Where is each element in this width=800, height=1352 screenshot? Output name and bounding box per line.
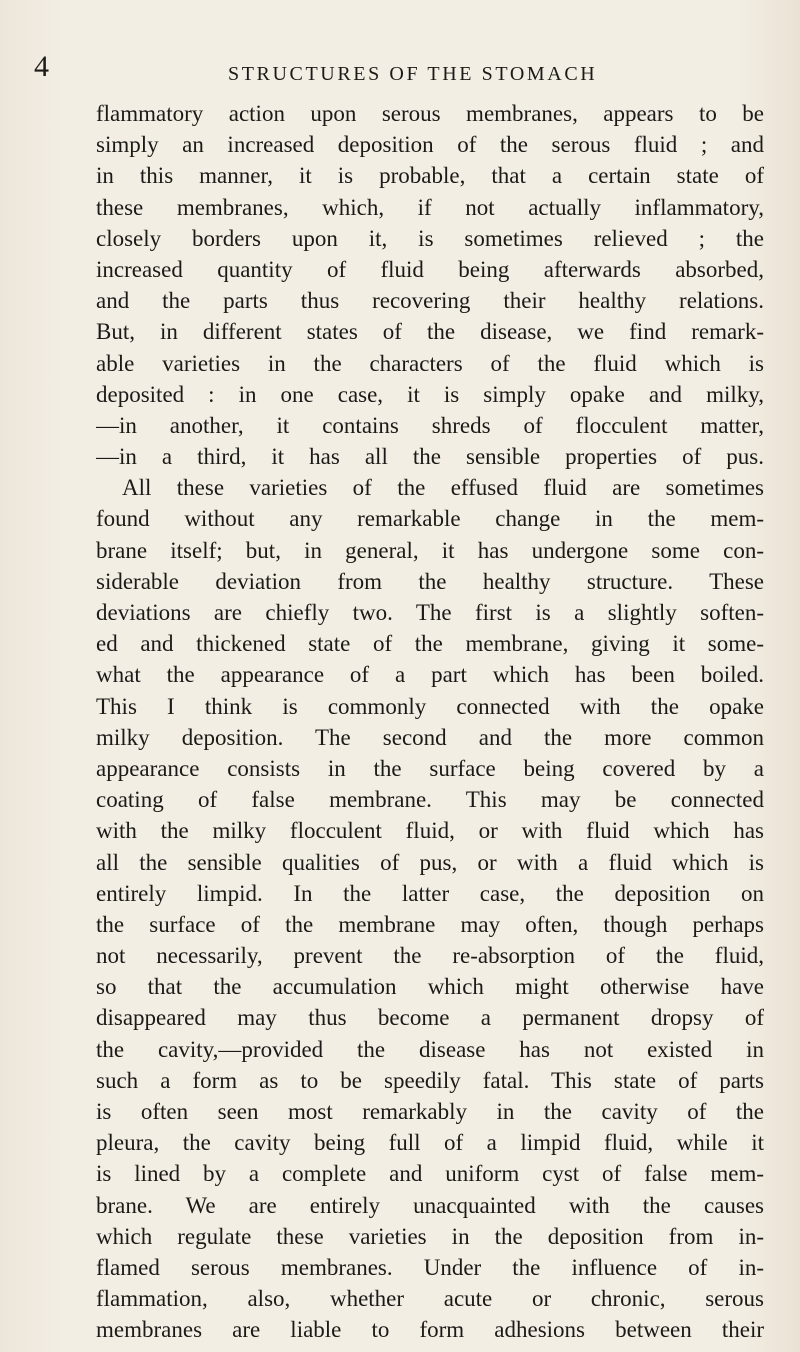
text-line: is often seen most remarkably in the cavity of the	[96, 1099, 764, 1124]
text-line: appearance consists in the surface being covered by a	[96, 755, 764, 781]
text-line: ed and thickened state of the membrane, giving it some-	[96, 631, 764, 657]
text-line: able varieties in the characters of the fluid which is	[96, 350, 764, 376]
text-line: what the appearance of a part which has been boiled.	[96, 662, 764, 688]
text-line: closely borders upon it, is sometimes relieved ; the	[96, 225, 764, 251]
text-line: simply an increased deposition of the serous fluid ; and	[96, 132, 764, 158]
text-line: But, in different states of the disease, we find remark-	[96, 319, 764, 345]
text-line: these membranes, which, if not actually inflammatory,	[96, 194, 764, 220]
text-line: found without any remarkable change in the mem-	[96, 506, 764, 532]
text-line: brane itself; but, in general, it has undergone some con-	[96, 537, 764, 563]
text-line: deposited : in one case, it is simply opake and milky,	[96, 381, 764, 407]
text-line: All these varieties of the effused fluid are sometimes	[122, 475, 764, 501]
text-line: with the milky flocculent fluid, or with fluid which has	[96, 818, 764, 844]
text-line: in this manner, it is probable, that a certain state of	[96, 163, 764, 189]
text-line: milky deposition. The second and the more common	[96, 724, 764, 750]
text-line: —in a third, it has all the sensible properties of pus.	[96, 444, 764, 470]
text-line: which regulate these varieties in the deposition from in-	[96, 1223, 764, 1249]
body-text	[96, 98, 764, 1346]
text-line: such a form as to be speedily fatal. This state of parts	[96, 1067, 764, 1093]
running-head: STRUCTURES OF THE STOMACH	[228, 63, 598, 85]
text-line: and the parts thus recovering their healthy relations.	[96, 288, 764, 314]
text-line: membranes are liable to form adhesions between their	[96, 1317, 764, 1343]
text-line: This I think is commonly connected with the opake	[96, 693, 764, 719]
text-line: siderable deviation from the healthy structure. These	[96, 568, 764, 594]
text-line: so that the accumulation which might otherwise have	[96, 974, 764, 1000]
text-line: disappeared may thus become a permanent dropsy of	[96, 1005, 764, 1031]
text-line: flammation, also, whether acute or chronic, serous	[96, 1286, 764, 1312]
text-line: flamed serous membranes. Under the influence of in-	[96, 1254, 764, 1280]
text-line: all the sensible qualities of pus, or with a fluid which is	[96, 849, 764, 875]
text-line: deviations are chiefly two. The first is a slightly soften-	[96, 600, 764, 625]
text-line: increased quantity of fluid being afterwards absorbed,	[96, 256, 764, 282]
text-line: entirely limpid. In the latter case, the deposition on	[96, 880, 764, 906]
text-line: is lined by a complete and uniform cyst of false mem-	[96, 1161, 764, 1187]
text-line: the surface of the membrane may often, though perhaps	[96, 911, 764, 937]
text-line: coating of false membrane. This may be connected	[96, 787, 764, 813]
page-number: 4	[34, 50, 49, 83]
text-line: —in another, it contains shreds of flocculent matter,	[96, 412, 764, 438]
text-line: brane. We are entirely unacquainted with the causes	[96, 1192, 764, 1218]
text-line: pleura, the cavity being full of a limpid fluid, while it	[96, 1130, 764, 1156]
text-line: the cavity,—provided the disease has not existed in	[96, 1036, 764, 1062]
text-line: not necessarily, prevent the re-absorption of the fluid,	[96, 943, 764, 969]
text-line: flammatory action upon serous membranes, appears to be	[96, 101, 764, 126]
